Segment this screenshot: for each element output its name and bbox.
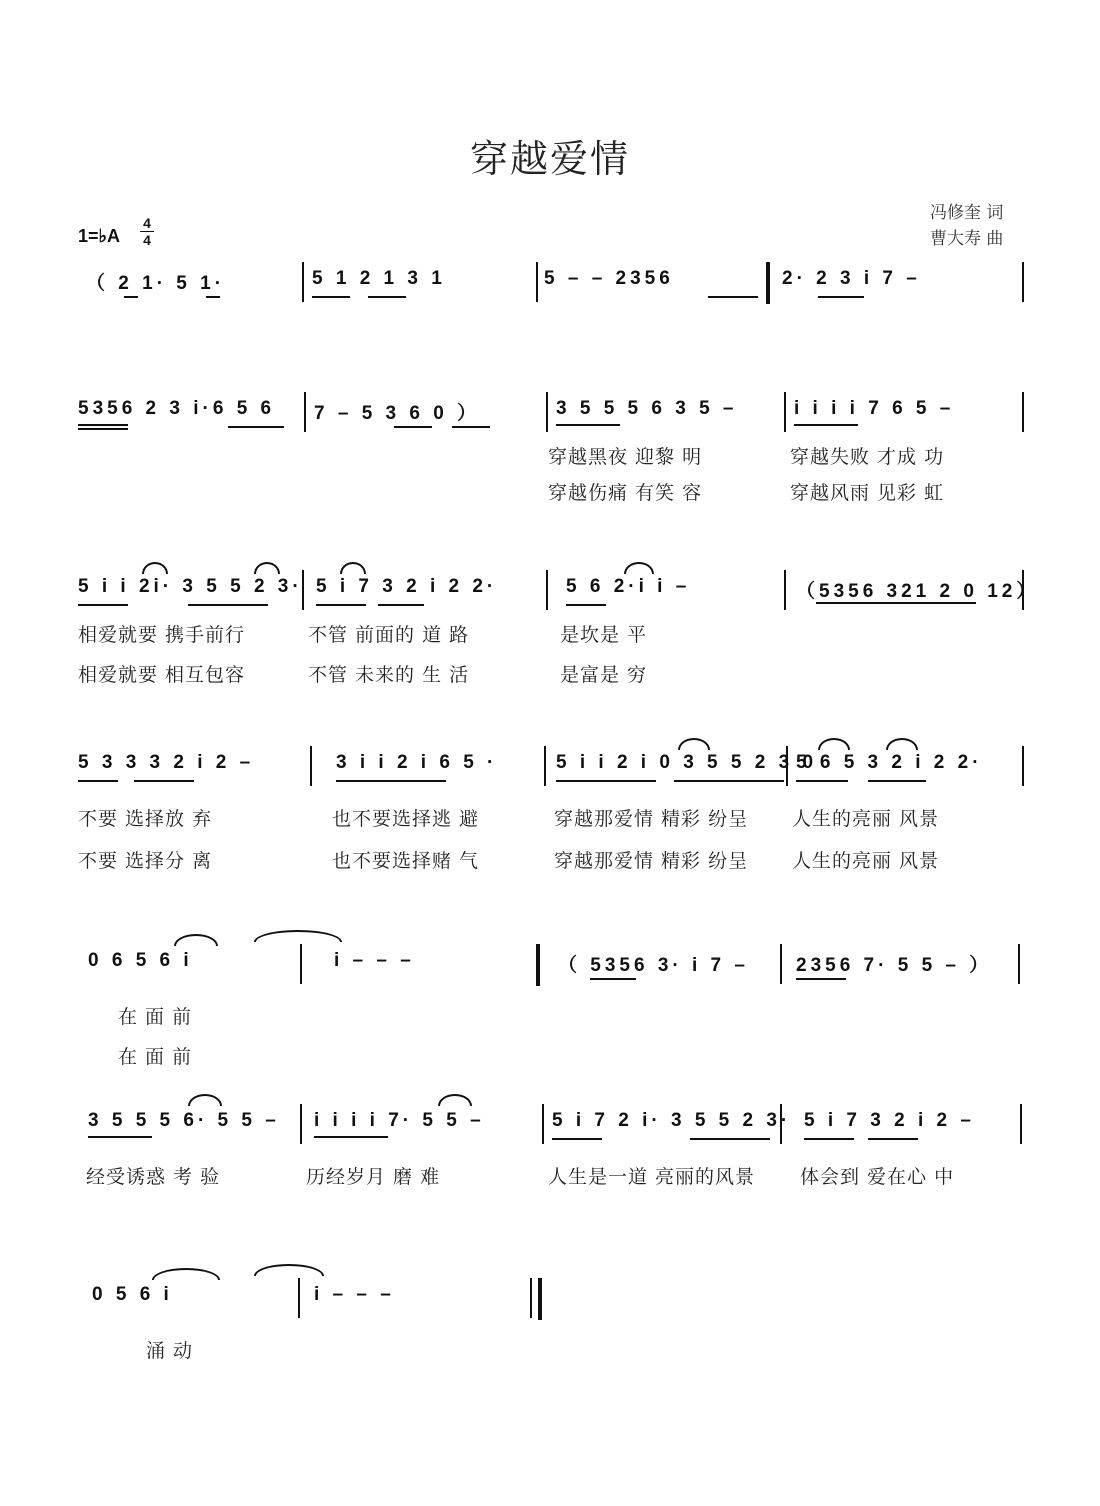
measure: 3 i i 2 i 6 5 ·	[336, 752, 498, 773]
lyric: 相爱就要 携手前行	[78, 624, 246, 646]
measure: 5 i i 2i· 3 5 5 2 3·	[78, 576, 303, 597]
lyric: 是富是 穷	[560, 664, 648, 686]
time-signature-top: 4	[143, 215, 151, 231]
composer-credit: 曹大寿 曲	[930, 229, 1004, 249]
lyric: 穿越失败 才成 功	[790, 446, 945, 468]
measure: i – – –	[314, 1284, 395, 1305]
measure: 5 i i 2 i 0 3 5 5 2 3 0	[556, 752, 818, 773]
lyric: 不要 选择放 弃	[78, 808, 213, 830]
measure: 5 – – 2356	[544, 268, 674, 289]
lyric: 体会到 爱在心 中	[800, 1166, 955, 1188]
measure: 2· 2 3 i 7 –	[782, 268, 921, 289]
time-signature	[140, 216, 154, 247]
measure: i i i i 7 6 5 –	[794, 398, 955, 419]
key-signature: 1=♭A	[78, 226, 121, 246]
measure: （ 2 1· 5 1·	[86, 273, 226, 294]
measure: 3 5 5 5 6 3 5 –	[556, 398, 738, 419]
lyric: 不管 前面的 道 路	[308, 624, 470, 646]
measure: 5 i 7 3 2 i 2 –	[804, 1110, 975, 1131]
lyric: 在 面 前	[118, 1006, 193, 1028]
measure: 5356 2 3 i·6 5 6	[78, 398, 276, 419]
lyric: 穿越伤痛 有笑 容	[548, 482, 703, 504]
lyric: 穿越黑夜 迎黎 明	[548, 446, 703, 468]
lyric: 人生是一道 亮丽的风景	[548, 1166, 756, 1188]
measure: 5 i 7 3 2 i 2 2·	[316, 576, 498, 597]
measure: 5 6 5 3 2 i 2 2·	[796, 752, 983, 773]
lyric: 经受诱惑 考 验	[86, 1166, 221, 1188]
lyricist-credit: 冯修奎 词	[930, 203, 1004, 223]
staff-line-4	[78, 746, 1033, 806]
staff-line-1	[78, 262, 1033, 322]
measure: 0 5 6 i	[92, 1284, 173, 1305]
measure: i i i i 7· 5 5 –	[314, 1110, 485, 1131]
lyric: 也不要选择逃 避	[332, 808, 480, 830]
lyric: 相爱就要 相互包容	[78, 664, 246, 686]
lyric: 不管 未来的 生 活	[308, 664, 470, 686]
lyric: 涌 动	[146, 1340, 194, 1362]
measure: 0 6 5 6 i	[88, 950, 193, 971]
lyric: 穿越那爱情 精彩 纷呈	[554, 850, 749, 872]
staff-line-5	[78, 944, 1033, 1004]
measure: 5 1 2 1 3 1	[312, 268, 446, 289]
staff-line-6	[78, 1104, 1033, 1164]
lyric: 历经岁月 磨 难	[306, 1166, 441, 1188]
lyric: 在 面 前	[118, 1046, 193, 1068]
lyric: 人生的亮丽 风景	[792, 850, 940, 872]
lyric: 不要 选择分 离	[78, 850, 213, 872]
lyric: 也不要选择赌 气	[332, 850, 480, 872]
measure: 7 – 5 3 6 0 ）	[314, 403, 481, 424]
song-title: 穿越爱情	[469, 137, 630, 181]
measure: 5 6 2·i i –	[566, 576, 691, 597]
measure: 2356 7· 5 5 – ）	[796, 955, 993, 976]
staff-line-7	[78, 1278, 1033, 1338]
time-signature-bottom: 4	[143, 232, 151, 248]
measure: （ 5356 3· i 7 –	[558, 955, 749, 976]
measure: 3 5 5 5 6· 5 5 –	[88, 1110, 280, 1131]
measure: i – – –	[334, 950, 415, 971]
measure: 5 i 7 2 i· 3 5 5 2 3·	[552, 1110, 792, 1131]
lyric: 穿越那爱情 精彩 纷呈	[554, 808, 749, 830]
lyric: 人生的亮丽 风景	[792, 808, 940, 830]
lyric: 穿越风雨 见彩 虹	[790, 482, 945, 504]
measure: 5 3 3 3 2 i 2 –	[78, 752, 255, 773]
lyric: 是坎是 平	[560, 624, 648, 646]
measure: （5356 321 2 0 12）	[796, 581, 1040, 602]
